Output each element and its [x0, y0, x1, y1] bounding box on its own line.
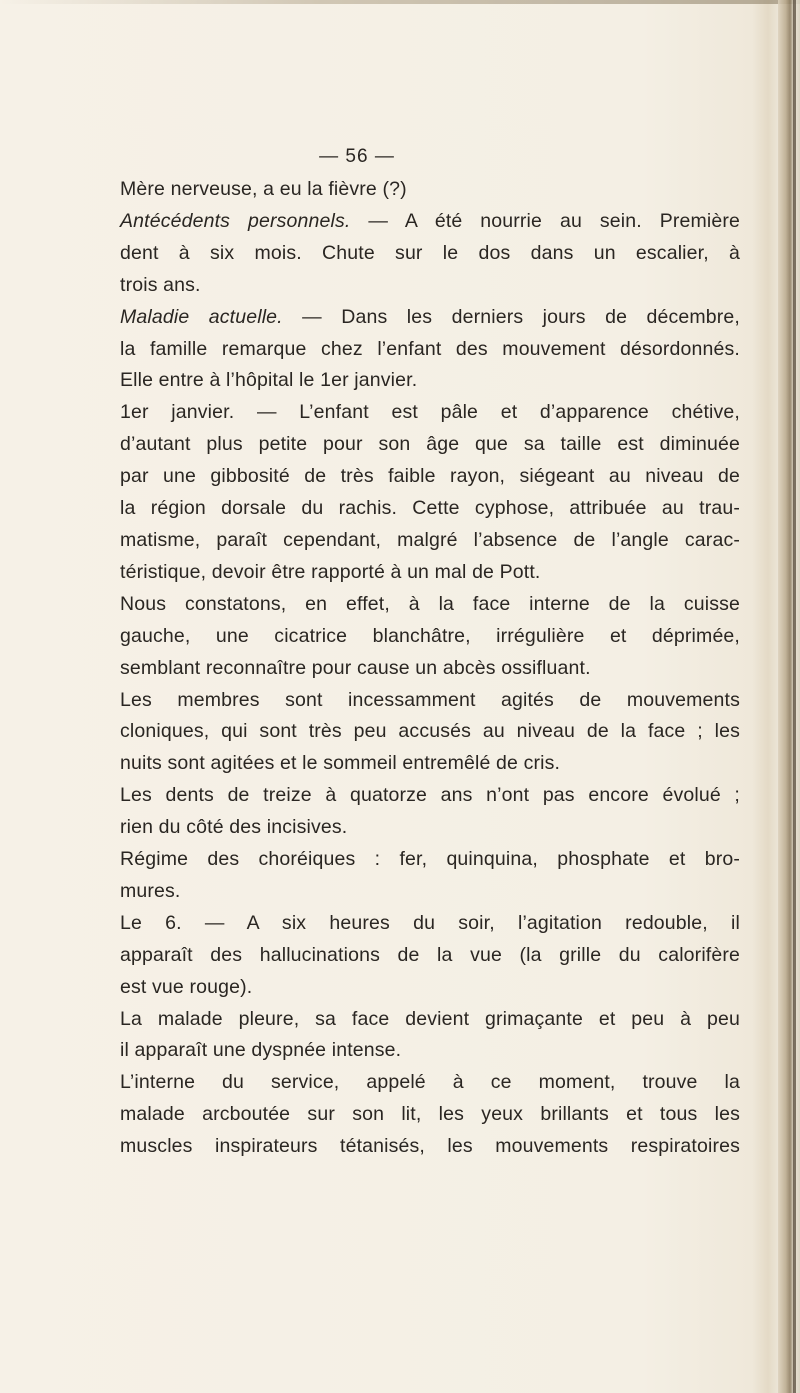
line-text: 1er janvier. — L’enfant est pâle et d’apparence chétive,	[120, 401, 740, 424]
text-line	[120, 1067, 740, 1099]
line-text: la famille remarque chez l’enfant des mouvement désordonnés.	[120, 337, 740, 360]
text-line	[120, 525, 740, 557]
text-line	[120, 876, 740, 908]
line-text: téristique, devoir être rapporté à un mal de Pott.	[120, 560, 541, 583]
text-line	[120, 1004, 740, 1036]
section-heading: Antécédents personnels.	[120, 209, 351, 232]
line-text: Les membres sont incessamment agités de mouvements	[120, 688, 740, 711]
text-line	[120, 685, 740, 717]
line-text: rien du côté des incisives.	[120, 816, 348, 839]
text-line	[120, 270, 740, 302]
line-text: par une gibbosité de très faible rayon, siégeant au niveau de	[120, 465, 740, 488]
text-line	[120, 812, 740, 844]
text-line	[120, 429, 740, 461]
text-line	[120, 206, 740, 238]
text-line	[120, 461, 740, 493]
line-text: La malade pleure, sa face devient grimaçante et peu à peu	[120, 1007, 740, 1030]
line-text: mures.	[120, 879, 181, 902]
text-line	[120, 908, 740, 940]
text-line	[120, 493, 740, 525]
body-text	[120, 174, 740, 1163]
line-text: est vue rouge).	[120, 975, 253, 998]
line-text: la région dorsale du rachis. Cette cyphose, attribuée au trau-	[120, 497, 740, 520]
text-line	[120, 653, 740, 685]
line-text: apparaît des hallucinations de la vue (la grille du calorifère	[120, 943, 740, 966]
text-line	[120, 365, 740, 397]
line-text: — Dans les derniers jours de décembre,	[282, 305, 740, 328]
line-text: Nous constatons, en effet, à la face interne de la cuisse	[120, 592, 740, 615]
line-text: Le 6. — A six heures du soir, l’agitation redouble, il	[120, 911, 740, 934]
line-text: cloniques, qui sont très peu accusés au niveau de la face ; les	[120, 720, 740, 743]
text-line	[120, 174, 740, 206]
line-text: Régime des choréiques : fer, quinquina, phosphate et bro-	[120, 848, 740, 871]
line-text: d’autant plus petite pour son âge que sa taille est diminuée	[120, 433, 740, 456]
line-text: muscles inspirateurs tétanisés, les mouvements respiratoires	[120, 1135, 740, 1158]
text-line	[120, 780, 740, 812]
text-line	[120, 1131, 740, 1163]
text-line	[120, 238, 740, 270]
line-text: — A été nourrie au sein. Première	[350, 209, 740, 232]
text-line	[120, 334, 740, 366]
line-text: trois ans.	[120, 273, 201, 296]
line-text: Les dents de treize à quatorze ans n’ont pas encore évolué ;	[120, 784, 740, 807]
text-line	[120, 844, 740, 876]
text-line	[120, 302, 740, 334]
page-top-edge	[0, 0, 800, 4]
section-heading: Maladie actuelle.	[120, 305, 283, 328]
line-text: Mère nerveuse, a eu la fièvre (?)	[120, 178, 407, 200]
line-text: gauche, une cicatrice blanchâtre, irrégulière et déprimée,	[120, 624, 740, 647]
book-binding-edge	[778, 0, 800, 1393]
text-line	[120, 716, 740, 748]
text-line	[120, 589, 740, 621]
binding-shadow	[793, 0, 796, 1393]
text-line	[120, 397, 740, 429]
text-line	[120, 1099, 740, 1131]
line-text: Elle entre à l’hôpital le 1er janvier.	[120, 369, 418, 392]
line-text: malade arcboutée sur son lit, les yeux brillants et tous les	[120, 1103, 740, 1126]
text-line	[120, 621, 740, 653]
text-line	[120, 1035, 740, 1067]
line-text: L’interne du service, appelé à ce moment, trouve la	[120, 1071, 740, 1094]
line-text: semblant reconnaître pour cause un abcès ossifluant.	[120, 656, 591, 679]
line-text: nuits sont agitées et le sommeil entremêlé de cris.	[120, 752, 561, 775]
line-text: dent à six mois. Chute sur le dos dans un escalier, à	[120, 241, 740, 264]
line-text: matisme, paraît cependant, malgré l’absence de l’angle carac-	[120, 528, 740, 551]
text-line	[120, 940, 740, 972]
text-line	[120, 748, 740, 780]
text-line	[120, 557, 740, 589]
page-number: — 56 —	[319, 146, 395, 167]
text-line	[120, 972, 740, 1004]
line-text: il apparaît une dyspnée intense.	[120, 1039, 402, 1062]
